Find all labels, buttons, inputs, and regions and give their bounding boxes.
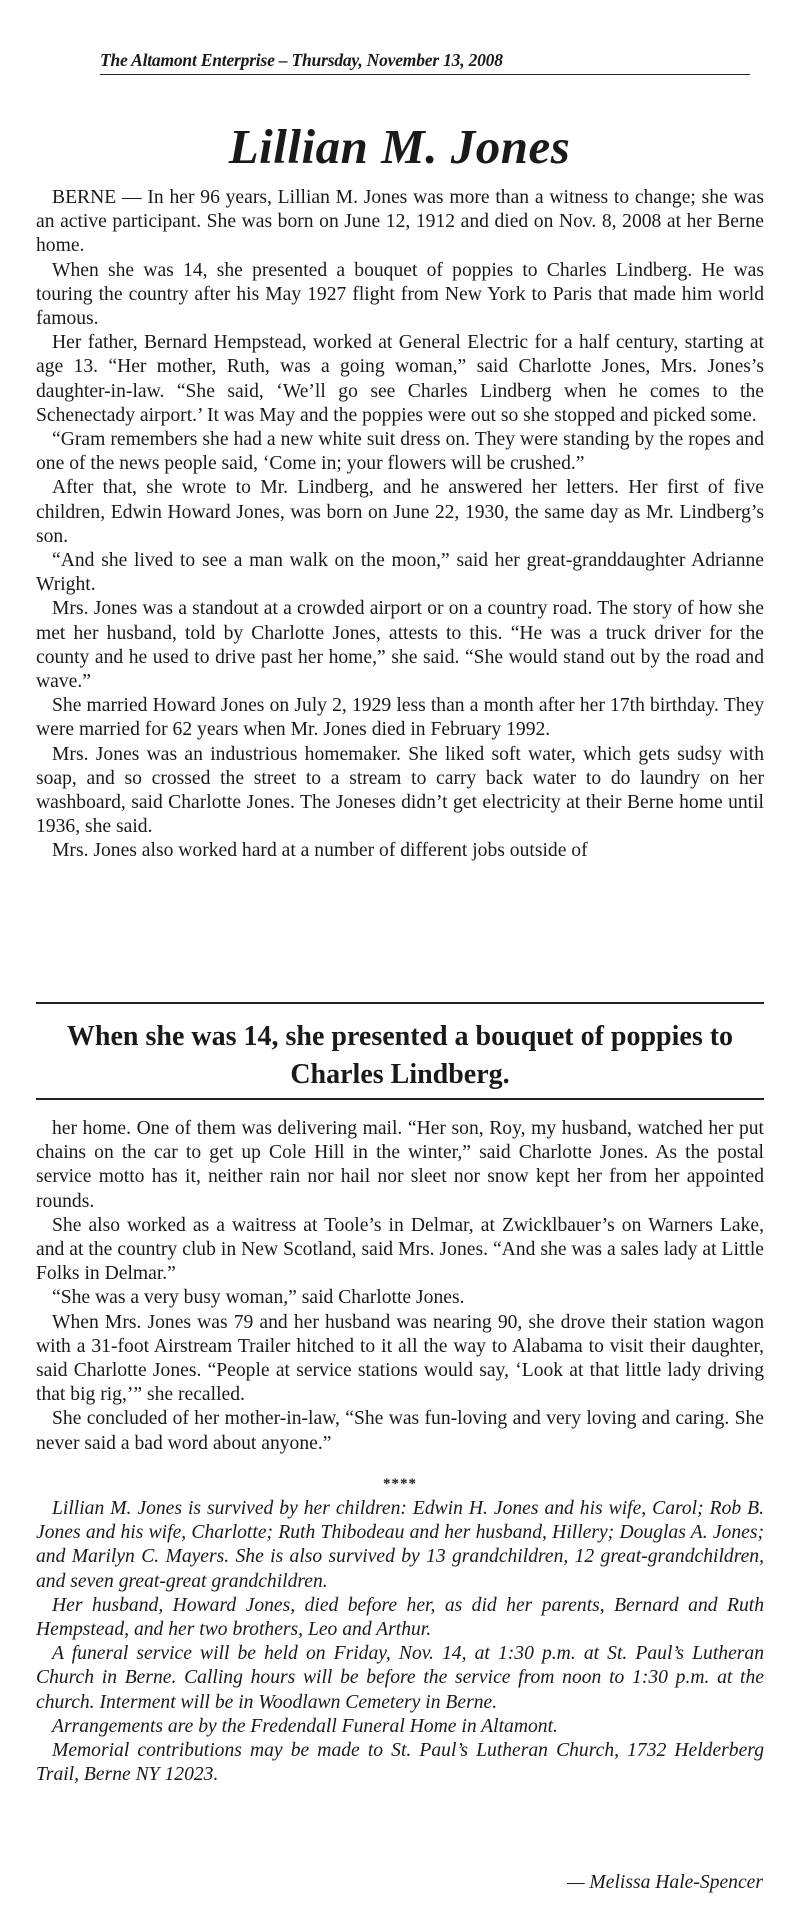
paragraph: Mrs. Jones also worked hard at a number of different jobs outside of bbox=[52, 840, 588, 862]
paragraph: Her father, Bernard Hempstead, worked at General Electric for a half century, starting at age 13. “Her mother, Ruth, was a going woman,” said Charlotte Jones, Mrs. Jones’s daughter-in-law. “She said, ‘We’ll go see Charles Lindberg when he comes to the Schenectady airport.’ It was May and the poppies were out so she stopped and picked some. bbox=[36, 332, 764, 426]
article-title: Lillian M. Jones bbox=[228, 119, 571, 174]
paragraph: Mrs. Jones was an industrious homemaker. She liked soft water, which gets sudsy with soap, and so crossed the street to a stream to carry back water to do laundry on her washboard, said Charlotte Jones. The Joneses didn’t get electricity at their Berne home until 1936, she said. bbox=[36, 743, 764, 838]
paragraph: her home. One of them was delivering mail. “Her son, Roy, my husband, watched her put chains on the car to get up Cole Hill in the winter,” said Charlotte Jones. As the postal service motto has it, neither rain nor hail nor sleet nor snow kept her from her appointed rounds. bbox=[36, 1118, 764, 1212]
paragraph: Mrs. Jones was a standout at a crowded airport or on a country road. The story of how she met her husband, told by Charlotte Jones, attests to this. “He was a truck driver for the county and he used to drive past her home,” she said. “She would stand out by the road and wave.” bbox=[36, 598, 764, 693]
paragraph: She concluded of her mother-in-law, “She was fun-loving and very loving and caring. She never said a bad word about anyone.” bbox=[36, 1408, 764, 1454]
paragraph: After that, she wrote to Mr. Lindberg, and he answered her letters. Her first of five children, Edwin Howard Jones, was born on June 22, 1930, the same day as Mr. Lindberg’s son. bbox=[36, 477, 764, 547]
pull-quote-top-rule bbox=[36, 1002, 764, 1004]
obituary-notice bbox=[36, 1497, 764, 1787]
dateline: The Altamont Enterprise – Thursday, November 13, 2008 bbox=[100, 50, 750, 75]
byline: — Melissa Hale-Spencer bbox=[567, 1872, 763, 1893]
notice-paragraph: Arrangements are by the Fredendall Funeral Home in Altamont. bbox=[52, 1715, 558, 1737]
paragraph: When Mrs. Jones was 79 and her husband was nearing 90, she drove their station wagon with a 31-foot Airstream Trailer hitched to it all the way to Alabama to visit their daughter, said Charlotte Jones. “People at service stations would say, ‘Look at that little lady driving that big rig,’” she recalled. bbox=[36, 1311, 764, 1406]
paragraph: She also worked as a waitress at Toole’s in Delmar, at Zwicklbauer’s on Warners Lake, and at the country club in New Scotland, said Mrs. Jones. “And she was a sales lady at Little Folks in Delmar.” bbox=[36, 1214, 764, 1285]
pull-quote: When she was 14, she presented a bouquet of poppies to Charles Lindberg. bbox=[66, 1021, 734, 1090]
paragraph: “Gram remembers she had a new white suit dress on. They were standing by the ropes and one of the news people said, ‘Come in; your flowers will be crushed.” bbox=[36, 429, 764, 475]
paragraph: BERNE — In her 96 years, Lillian M. Jones was more than a witness to change; she was an active participant. She was born on June 12, 1912 and died on Nov. 8, 2008 at her Berne home. bbox=[36, 187, 764, 257]
article-body-before bbox=[36, 186, 764, 864]
paragraph: When she was 14, she presented a bouquet of poppies to Charles Lindberg. He was touring the country after his May 1927 flight from New York to Paris that made him world famous. bbox=[36, 259, 764, 330]
paragraph: “She was a very busy woman,” said Charlotte Jones. bbox=[52, 1287, 465, 1309]
article-body-after bbox=[36, 1117, 764, 1456]
section-separator: **** bbox=[383, 1476, 417, 1492]
paragraph: She married Howard Jones on July 2, 1929 less than a month after her 17th birthday. They were married for 62 years when Mr. Jones died in February 1992. bbox=[36, 695, 764, 741]
notice-paragraph: A funeral service will be held on Friday, Nov. 14, at 1:30 p.m. at St. Paul’s Lutheran Church in Berne. Calling hours will be before the service from noon to 1:30 p.m. at the church. Interment will be in Woodlawn Cemetery in Berne. bbox=[36, 1643, 764, 1713]
notice-paragraph: Lillian M. Jones is survived by her children: Edwin H. Jones and his wife, Carol; Rob B. Jones and his wife, Charlotte; Ruth Thibodeau and her husband, Hillery; Douglas A. Jones; and Marilyn C. Mayers. She is also survived by 13 grandchildren, 12 great-grandchildren, and seven great-great grandchildren. bbox=[36, 1498, 764, 1592]
notice-paragraph: Her husband, Howard Jones, died before her, as did her parents, Bernard and Ruth Hempstead, and her two brothers, Leo and Arthur. bbox=[36, 1594, 764, 1641]
paragraph: “And she lived to see a man walk on the moon,” said her great-granddaughter Adrianne Wright. bbox=[36, 550, 764, 596]
pull-quote-bottom-rule bbox=[36, 1098, 764, 1100]
notice-paragraph: Memorial contributions may be made to St. Paul’s Lutheran Church, 1732 Helderberg Trail, Berne NY 12023. bbox=[36, 1740, 764, 1786]
